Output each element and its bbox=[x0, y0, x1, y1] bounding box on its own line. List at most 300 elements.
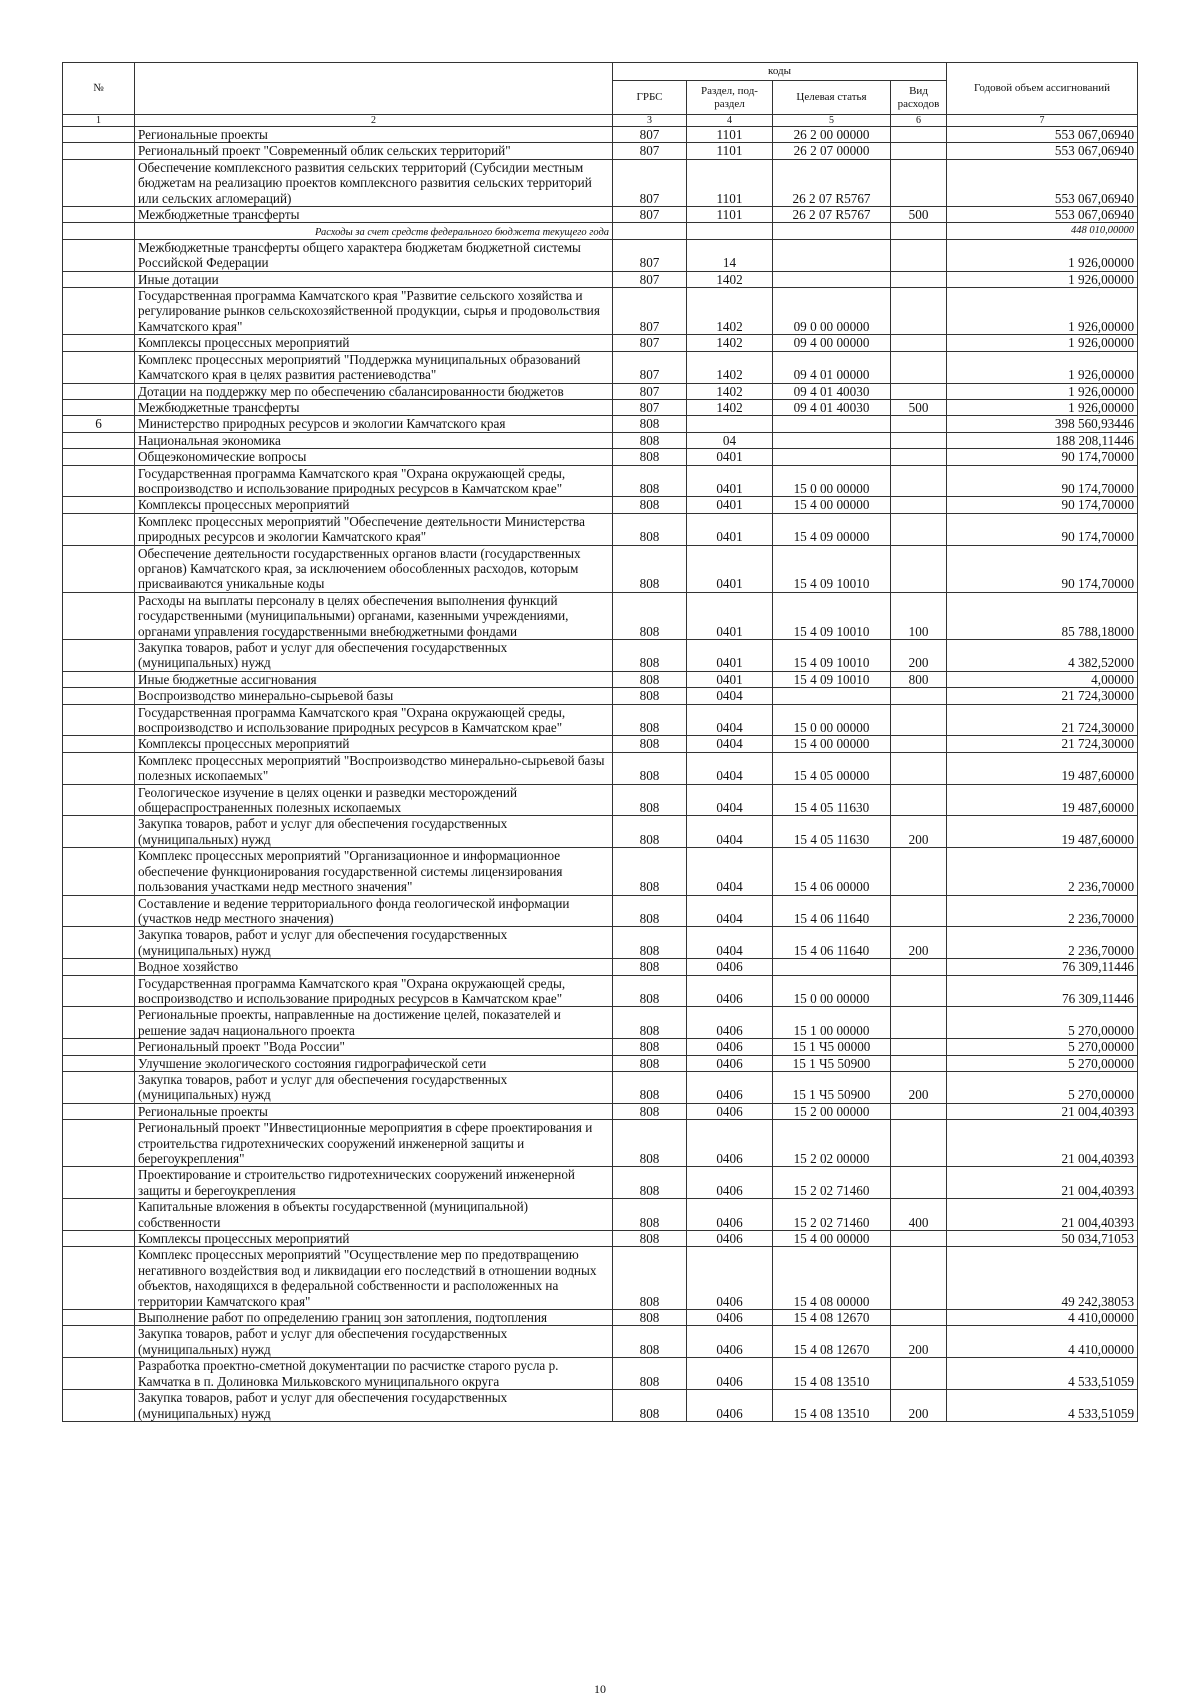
target-article-code: 15 1 Ч5 50900 bbox=[773, 1055, 891, 1071]
expense-type-code bbox=[891, 1247, 947, 1310]
amount: 1 926,00000 bbox=[947, 351, 1138, 383]
section-code: 14 bbox=[687, 239, 773, 271]
table-row bbox=[63, 223, 1138, 239]
table-row bbox=[63, 497, 1138, 513]
expense-name: Государственная программа Камчатского края "Развитие сельского хозяйства и регулирование рынков сельскохозяйственной продукции, сырья и продовольствия Камчатского края" bbox=[135, 288, 613, 335]
expense-name: Расходы на выплаты персоналу в целях обеспечения выполнения функций государственными (муниципальными) органами, казенными учреждениями, органами управления государственными внебюджетными фондами bbox=[135, 592, 613, 639]
expense-name: Составление и ведение территориального фонда геологической информации (участков недр местного значения) bbox=[135, 895, 613, 927]
expense-type-code: 800 bbox=[891, 671, 947, 687]
target-article-code bbox=[773, 271, 891, 287]
amount: 85 788,18000 bbox=[947, 592, 1138, 639]
expense-type-code bbox=[891, 752, 947, 784]
header-number: № bbox=[63, 63, 135, 115]
table-row bbox=[63, 927, 1138, 959]
table-row bbox=[63, 784, 1138, 816]
target-article-code: 15 2 02 71460 bbox=[773, 1199, 891, 1231]
expense-name: Закупка товаров, работ и услуг для обеспечения государственных (муниципальных) нужд bbox=[135, 1326, 613, 1358]
section-code: 0406 bbox=[687, 1390, 773, 1422]
section-code: 0401 bbox=[687, 465, 773, 497]
column-index: 1 bbox=[63, 115, 135, 127]
amount: 1 926,00000 bbox=[947, 239, 1138, 271]
target-article-code bbox=[773, 239, 891, 271]
section-code: 0406 bbox=[687, 1167, 773, 1199]
expense-name: Закупка товаров, работ и услуг для обеспечения государственных (муниципальных) нужд bbox=[135, 927, 613, 959]
amount: 553 067,06940 bbox=[947, 127, 1138, 143]
target-article-code bbox=[773, 223, 891, 239]
expense-type-code bbox=[891, 1055, 947, 1071]
amount: 4 533,51059 bbox=[947, 1390, 1138, 1422]
grbs-code: 808 bbox=[613, 1039, 687, 1055]
expense-type-code bbox=[891, 271, 947, 287]
target-article-code: 15 4 00 00000 bbox=[773, 497, 891, 513]
expense-name: Комплексы процессных мероприятий bbox=[135, 736, 613, 752]
target-article-code: 15 1 Ч5 50900 bbox=[773, 1071, 891, 1103]
table-body bbox=[63, 127, 1138, 1422]
target-article-code: 15 4 08 00000 bbox=[773, 1247, 891, 1310]
target-article-code: 09 4 01 40030 bbox=[773, 383, 891, 399]
target-article-code: 15 4 09 10010 bbox=[773, 592, 891, 639]
target-article-code: 09 4 01 00000 bbox=[773, 351, 891, 383]
amount: 76 309,11446 bbox=[947, 959, 1138, 975]
table-row bbox=[63, 1007, 1138, 1039]
target-article-code: 15 4 09 10010 bbox=[773, 671, 891, 687]
table-row bbox=[63, 816, 1138, 848]
table-row bbox=[63, 1039, 1138, 1055]
target-article-code: 09 4 01 40030 bbox=[773, 399, 891, 415]
expense-name: Комплекс процессных мероприятий "Осуществление мер по предотвращению негативного воздействия вод и ликвидации его последствий в отношении водных объектов, находящихся в федеральной собственности и расположенных на территории Камчатского края" bbox=[135, 1247, 613, 1310]
expense-name: Выполнение работ по определению границ зон затопления, подтопления bbox=[135, 1310, 613, 1326]
section-code: 0406 bbox=[687, 1326, 773, 1358]
expense-name: Комплекс процессных мероприятий "Воспроизводство минерально-сырьевой базы полезных ископаемых" bbox=[135, 752, 613, 784]
section-code: 1402 bbox=[687, 288, 773, 335]
section-code: 0406 bbox=[687, 1039, 773, 1055]
amount: 90 174,70000 bbox=[947, 465, 1138, 497]
amount: 1 926,00000 bbox=[947, 271, 1138, 287]
section-code: 0401 bbox=[687, 449, 773, 465]
expense-name: Государственная программа Камчатского края "Охрана окружающей среды, воспроизводство и использование природных ресурсов в Камчатском крае" bbox=[135, 704, 613, 736]
grbs-code: 808 bbox=[613, 816, 687, 848]
table-row bbox=[63, 545, 1138, 592]
amount: 5 270,00000 bbox=[947, 1007, 1138, 1039]
target-article-code: 15 4 06 11640 bbox=[773, 927, 891, 959]
row-number bbox=[63, 207, 135, 223]
target-article-code bbox=[773, 449, 891, 465]
grbs-code: 807 bbox=[613, 335, 687, 351]
section-code: 0406 bbox=[687, 1358, 773, 1390]
expense-type-code bbox=[891, 736, 947, 752]
expense-type-code bbox=[891, 1007, 947, 1039]
section-code bbox=[687, 416, 773, 432]
expense-type-code bbox=[891, 1358, 947, 1390]
expense-name: Комплекс процессных мероприятий "Организационное и информационное обеспечение функционирования государственной системы лицензирования пользования участками недр местного значения" bbox=[135, 848, 613, 895]
target-article-code bbox=[773, 959, 891, 975]
target-article-code: 15 2 00 00000 bbox=[773, 1103, 891, 1119]
expense-name: Расходы за счет средств федерального бюджета текущего года bbox=[135, 223, 613, 239]
row-number bbox=[63, 335, 135, 351]
expense-name: Обеспечение комплексного развития сельских территорий (Субсидии местным бюджетам на реализацию проектов комплексного развития сельских территорий или сельских агломераций) bbox=[135, 159, 613, 206]
header-name bbox=[135, 63, 613, 115]
target-article-code: 15 4 05 11630 bbox=[773, 784, 891, 816]
expense-name: Обеспечение деятельности государственных органов власти (государственных органов) Камчатского края, за исключением обособленных расходов, которым присваиваются уникальные коды bbox=[135, 545, 613, 592]
row-number bbox=[63, 671, 135, 687]
target-article-code bbox=[773, 432, 891, 448]
expense-name: Разработка проектно-сметной документации по расчистке старого русла р. Камчатка в п. Долиновка Мильковского муниципального округа bbox=[135, 1358, 613, 1390]
header-grbs: ГРБС bbox=[613, 81, 687, 115]
amount: 553 067,06940 bbox=[947, 207, 1138, 223]
expense-name: Водное хозяйство bbox=[135, 959, 613, 975]
expense-type-code bbox=[891, 784, 947, 816]
expense-type-code bbox=[891, 688, 947, 704]
table-row bbox=[63, 1231, 1138, 1247]
amount: 2 236,70000 bbox=[947, 848, 1138, 895]
table-row bbox=[63, 127, 1138, 143]
section-code: 0404 bbox=[687, 927, 773, 959]
grbs-code: 808 bbox=[613, 497, 687, 513]
target-article-code: 09 0 00 00000 bbox=[773, 288, 891, 335]
section-code: 0404 bbox=[687, 895, 773, 927]
target-article-code: 15 1 Ч5 00000 bbox=[773, 1039, 891, 1055]
grbs-code: 808 bbox=[613, 513, 687, 545]
target-article-code: 15 0 00 00000 bbox=[773, 704, 891, 736]
expense-name: Дотации на поддержку мер по обеспечению сбалансированности бюджетов bbox=[135, 383, 613, 399]
expense-type-code bbox=[891, 432, 947, 448]
row-number bbox=[63, 1071, 135, 1103]
expense-name: Капитальные вложения в объекты государственной (муниципальной) собственности bbox=[135, 1199, 613, 1231]
section-code: 0406 bbox=[687, 1231, 773, 1247]
table-row bbox=[63, 1071, 1138, 1103]
section-code: 1101 bbox=[687, 143, 773, 159]
expense-name: Региональный проект "Современный облик сельских территорий" bbox=[135, 143, 613, 159]
row-number bbox=[63, 127, 135, 143]
grbs-code: 808 bbox=[613, 1167, 687, 1199]
expense-name: Региональный проект "Вода России" bbox=[135, 1039, 613, 1055]
target-article-code: 15 4 06 00000 bbox=[773, 848, 891, 895]
section-code: 04 bbox=[687, 432, 773, 448]
row-number bbox=[63, 465, 135, 497]
expense-type-code bbox=[891, 1103, 947, 1119]
amount: 553 067,06940 bbox=[947, 143, 1138, 159]
table-row bbox=[63, 399, 1138, 415]
grbs-code: 808 bbox=[613, 1007, 687, 1039]
grbs-code: 808 bbox=[613, 1247, 687, 1310]
amount: 50 034,71053 bbox=[947, 1231, 1138, 1247]
section-code: 0404 bbox=[687, 736, 773, 752]
table-row bbox=[63, 688, 1138, 704]
expense-name: Комплекс процессных мероприятий "Обеспечение деятельности Министерства природных ресурсов и экологии Камчатского края" bbox=[135, 513, 613, 545]
row-number bbox=[63, 239, 135, 271]
target-article-code bbox=[773, 416, 891, 432]
expense-name: Региональный проект "Инвестиционные мероприятия в сфере проектирования и строительства гидротехнических сооружений инженерной защиты и берегоукрепления" bbox=[135, 1120, 613, 1167]
row-number bbox=[63, 688, 135, 704]
amount: 90 174,70000 bbox=[947, 497, 1138, 513]
expense-name: Межбюджетные трансферты bbox=[135, 399, 613, 415]
amount: 4 410,00000 bbox=[947, 1310, 1138, 1326]
expense-type-code bbox=[891, 1120, 947, 1167]
grbs-code: 808 bbox=[613, 959, 687, 975]
table-row bbox=[63, 1358, 1138, 1390]
table-row bbox=[63, 416, 1138, 432]
expense-type-code bbox=[891, 465, 947, 497]
section-code: 0401 bbox=[687, 513, 773, 545]
expense-type-code bbox=[891, 416, 947, 432]
row-number bbox=[63, 1055, 135, 1071]
expense-type-code bbox=[891, 288, 947, 335]
section-code: 1101 bbox=[687, 207, 773, 223]
expense-name: Межбюджетные трансферты общего характера бюджетам бюджетной системы Российской Федерации bbox=[135, 239, 613, 271]
amount: 1 926,00000 bbox=[947, 383, 1138, 399]
target-article-code: 26 2 07 00000 bbox=[773, 143, 891, 159]
grbs-code: 808 bbox=[613, 1231, 687, 1247]
amount: 448 010,00000 bbox=[947, 223, 1138, 239]
target-article-code: 15 4 09 00000 bbox=[773, 513, 891, 545]
expense-name: Национальная экономика bbox=[135, 432, 613, 448]
grbs-code: 807 bbox=[613, 383, 687, 399]
target-article-code: 15 4 08 13510 bbox=[773, 1390, 891, 1422]
header-razdel: Раздел, под-раздел bbox=[687, 81, 773, 115]
expense-name: Министерство природных ресурсов и экологии Камчатского края bbox=[135, 416, 613, 432]
column-index: 6 bbox=[891, 115, 947, 127]
amount: 4,00000 bbox=[947, 671, 1138, 687]
row-number bbox=[63, 1247, 135, 1310]
expense-type-code bbox=[891, 143, 947, 159]
table-row bbox=[63, 592, 1138, 639]
grbs-code: 808 bbox=[613, 1103, 687, 1119]
grbs-code: 808 bbox=[613, 640, 687, 672]
section-code: 0406 bbox=[687, 1199, 773, 1231]
column-index: 7 bbox=[947, 115, 1138, 127]
row-number bbox=[63, 143, 135, 159]
expense-type-code bbox=[891, 335, 947, 351]
budget-table-sheet bbox=[62, 62, 1137, 1422]
target-article-code: 15 0 00 00000 bbox=[773, 465, 891, 497]
row-number bbox=[63, 1358, 135, 1390]
target-article-code: 26 2 07 R5767 bbox=[773, 159, 891, 206]
grbs-code: 808 bbox=[613, 416, 687, 432]
grbs-code: 808 bbox=[613, 975, 687, 1007]
row-number bbox=[63, 497, 135, 513]
table-row bbox=[63, 271, 1138, 287]
row-number bbox=[63, 223, 135, 239]
table-row bbox=[63, 752, 1138, 784]
expense-type-code bbox=[891, 545, 947, 592]
expense-type-code bbox=[891, 848, 947, 895]
section-code: 0406 bbox=[687, 1247, 773, 1310]
expense-name: Проектирование и строительство гидротехнических сооружений инженерной защиты и берегоукрепления bbox=[135, 1167, 613, 1199]
section-code: 0406 bbox=[687, 975, 773, 1007]
table-row bbox=[63, 351, 1138, 383]
section-code: 0406 bbox=[687, 1007, 773, 1039]
table-row bbox=[63, 335, 1138, 351]
target-article-code bbox=[773, 688, 891, 704]
amount: 21 724,30000 bbox=[947, 704, 1138, 736]
table-row bbox=[63, 975, 1138, 1007]
row-number bbox=[63, 271, 135, 287]
amount: 4 382,52000 bbox=[947, 640, 1138, 672]
target-article-code: 15 0 00 00000 bbox=[773, 975, 891, 1007]
expense-type-code bbox=[891, 1231, 947, 1247]
row-number bbox=[63, 383, 135, 399]
target-article-code: 15 4 06 11640 bbox=[773, 895, 891, 927]
expense-type-code bbox=[891, 127, 947, 143]
amount: 21 004,40393 bbox=[947, 1103, 1138, 1119]
section-code: 0404 bbox=[687, 752, 773, 784]
page-number: 10 bbox=[594, 1682, 606, 1696]
section-code: 1101 bbox=[687, 127, 773, 143]
expense-type-code: 100 bbox=[891, 592, 947, 639]
table-row bbox=[63, 1390, 1138, 1422]
expense-type-code bbox=[891, 383, 947, 399]
expense-name: Межбюджетные трансферты bbox=[135, 207, 613, 223]
grbs-code: 808 bbox=[613, 1120, 687, 1167]
grbs-code: 808 bbox=[613, 465, 687, 497]
amount: 5 270,00000 bbox=[947, 1055, 1138, 1071]
expense-type-code bbox=[891, 895, 947, 927]
column-index: 3 bbox=[613, 115, 687, 127]
expense-type-code bbox=[891, 449, 947, 465]
table-row bbox=[63, 1247, 1138, 1310]
expense-type-code: 500 bbox=[891, 207, 947, 223]
expense-type-code bbox=[891, 497, 947, 513]
section-code: 0406 bbox=[687, 1071, 773, 1103]
target-article-code: 15 4 05 00000 bbox=[773, 752, 891, 784]
expense-name: Иные бюджетные ассигнования bbox=[135, 671, 613, 687]
expense-name: Государственная программа Камчатского края "Охрана окружающей среды, воспроизводство и использование природных ресурсов в Камчатском крае" bbox=[135, 975, 613, 1007]
row-number bbox=[63, 449, 135, 465]
row-number bbox=[63, 592, 135, 639]
row-number bbox=[63, 351, 135, 383]
expense-name: Региональные проекты bbox=[135, 1103, 613, 1119]
expense-type-code bbox=[891, 159, 947, 206]
grbs-code: 807 bbox=[613, 159, 687, 206]
expense-name: Геологическое изучение в целях оценки и разведки месторождений общераспространенных полезных ископаемых bbox=[135, 784, 613, 816]
expense-name: Комплексы процессных мероприятий bbox=[135, 335, 613, 351]
grbs-code: 808 bbox=[613, 1071, 687, 1103]
grbs-code: 808 bbox=[613, 895, 687, 927]
grbs-code: 808 bbox=[613, 432, 687, 448]
row-number bbox=[63, 1199, 135, 1231]
table-row bbox=[63, 704, 1138, 736]
amount: 2 236,70000 bbox=[947, 895, 1138, 927]
section-code: 0406 bbox=[687, 1120, 773, 1167]
row-number bbox=[63, 1007, 135, 1039]
grbs-code: 808 bbox=[613, 784, 687, 816]
section-code: 0401 bbox=[687, 497, 773, 513]
amount: 188 208,11446 bbox=[947, 432, 1138, 448]
section-code: 1402 bbox=[687, 399, 773, 415]
row-number bbox=[63, 1120, 135, 1167]
grbs-code: 808 bbox=[613, 545, 687, 592]
grbs-code: 808 bbox=[613, 848, 687, 895]
section-code: 0404 bbox=[687, 704, 773, 736]
expense-type-code bbox=[891, 513, 947, 545]
table-row bbox=[63, 513, 1138, 545]
target-article-code: 26 2 00 00000 bbox=[773, 127, 891, 143]
expense-name: Закупка товаров, работ и услуг для обеспечения государственных (муниципальных) нужд bbox=[135, 1071, 613, 1103]
expense-type-code: 200 bbox=[891, 1071, 947, 1103]
amount: 19 487,60000 bbox=[947, 784, 1138, 816]
amount: 90 174,70000 bbox=[947, 449, 1138, 465]
expense-type-code bbox=[891, 1167, 947, 1199]
header-amount: Годовой объем ассигнований bbox=[947, 63, 1138, 115]
section-code: 0401 bbox=[687, 592, 773, 639]
grbs-code: 807 bbox=[613, 207, 687, 223]
row-number bbox=[63, 1390, 135, 1422]
expense-name: Комплексы процессных мероприятий bbox=[135, 497, 613, 513]
row-number bbox=[63, 545, 135, 592]
row-number bbox=[63, 1326, 135, 1358]
grbs-code: 807 bbox=[613, 399, 687, 415]
expense-type-code: 200 bbox=[891, 1326, 947, 1358]
expense-type-code bbox=[891, 223, 947, 239]
row-number bbox=[63, 288, 135, 335]
row-number bbox=[63, 752, 135, 784]
expense-type-code bbox=[891, 1039, 947, 1055]
row-number: 6 bbox=[63, 416, 135, 432]
row-number bbox=[63, 975, 135, 1007]
expense-name: Комплексы процессных мероприятий bbox=[135, 1231, 613, 1247]
expense-type-code: 400 bbox=[891, 1199, 947, 1231]
row-number bbox=[63, 784, 135, 816]
grbs-code: 808 bbox=[613, 1390, 687, 1422]
table-row bbox=[63, 465, 1138, 497]
amount: 19 487,60000 bbox=[947, 752, 1138, 784]
row-number bbox=[63, 927, 135, 959]
expense-type-code bbox=[891, 704, 947, 736]
row-number bbox=[63, 1310, 135, 1326]
section-code: 0401 bbox=[687, 545, 773, 592]
expense-type-code: 500 bbox=[891, 399, 947, 415]
table-row bbox=[63, 671, 1138, 687]
column-index: 2 bbox=[135, 115, 613, 127]
table-row bbox=[63, 159, 1138, 206]
table-row bbox=[63, 1120, 1138, 1167]
amount: 21 004,40393 bbox=[947, 1199, 1138, 1231]
grbs-code: 808 bbox=[613, 1310, 687, 1326]
header-codes: коды bbox=[613, 63, 947, 81]
amount: 4 410,00000 bbox=[947, 1326, 1138, 1358]
grbs-code: 808 bbox=[613, 752, 687, 784]
section-code: 1402 bbox=[687, 351, 773, 383]
amount: 21 724,30000 bbox=[947, 688, 1138, 704]
grbs-code: 808 bbox=[613, 1055, 687, 1071]
amount: 19 487,60000 bbox=[947, 816, 1138, 848]
table-row bbox=[63, 143, 1138, 159]
table-row bbox=[63, 1199, 1138, 1231]
amount: 49 242,38053 bbox=[947, 1247, 1138, 1310]
target-article-code: 15 2 02 71460 bbox=[773, 1167, 891, 1199]
row-number bbox=[63, 959, 135, 975]
column-index: 5 bbox=[773, 115, 891, 127]
table-row bbox=[63, 1055, 1138, 1071]
expense-type-code: 200 bbox=[891, 816, 947, 848]
section-code bbox=[687, 223, 773, 239]
amount: 553 067,06940 bbox=[947, 159, 1138, 206]
section-code: 1402 bbox=[687, 335, 773, 351]
expense-name: Закупка товаров, работ и услуг для обеспечения государственных (муниципальных) нужд bbox=[135, 1390, 613, 1422]
target-article-code: 26 2 07 R5767 bbox=[773, 207, 891, 223]
table-row bbox=[63, 1326, 1138, 1358]
grbs-code: 808 bbox=[613, 927, 687, 959]
section-code: 0401 bbox=[687, 671, 773, 687]
expense-name: Региональные проекты, направленные на достижение целей, показателей и решение задач национального проекта bbox=[135, 1007, 613, 1039]
amount: 4 533,51059 bbox=[947, 1358, 1138, 1390]
grbs-code: 808 bbox=[613, 736, 687, 752]
grbs-code: 807 bbox=[613, 143, 687, 159]
row-number bbox=[63, 848, 135, 895]
table-row bbox=[63, 207, 1138, 223]
expense-type-code bbox=[891, 239, 947, 271]
expense-type-code bbox=[891, 959, 947, 975]
